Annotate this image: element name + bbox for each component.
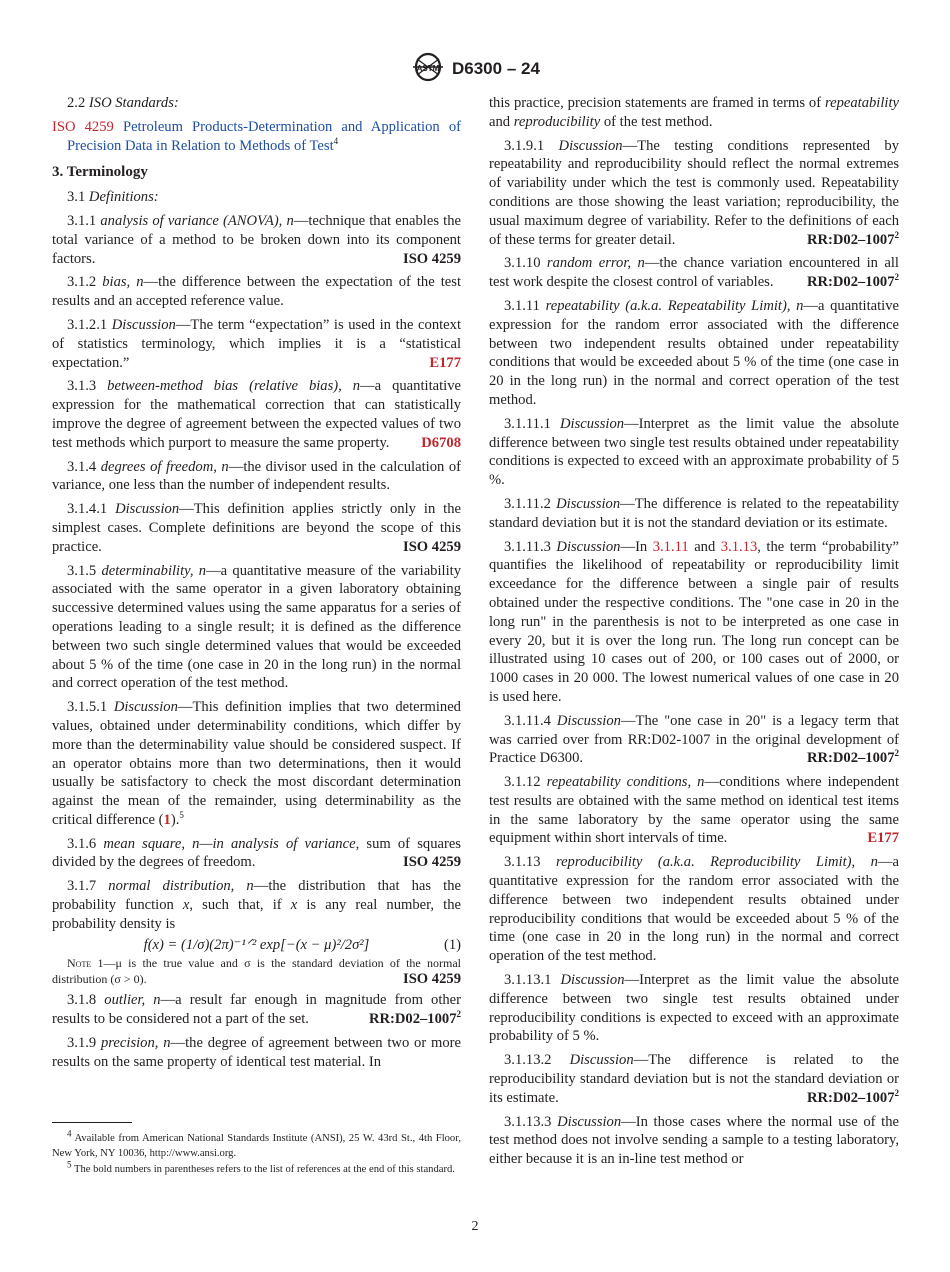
definition-3-1-1: 3.1.1 analysis of variance (ANOVA), n—technique that enables the total variance of a method to be broken down into its component factors. ISO 4259 [52,212,461,267]
iso-4259-title[interactable]: Petroleum Products-Determination and Application of Precision Data in Relation to Methods of Test [67,118,461,154]
section-2-2: 2.2 ISO Standards: [67,95,179,111]
definition-3-1-2: 3.1.2 bias, n—the difference between the expectation of the test results and an accepted reference value. [52,274,462,310]
footnotes [52,1128,461,1178]
discussion-3-1-11-4: 3.1.11.4 Discussion—The "one case in 20" is a legacy term that was carried over from RR:D02-1007 in the original development of Practice D6300. RR:D02–1007$^2$ [489,712,899,767]
definition-3-1-9: 3.1.9 precision, n—the degree of agreement between two or more results on the same property of identical test material. In [52,1035,461,1070]
discussion-3-1-2-1: 3.1.2.1 Discussion—The term “expectation” is used in the context of statistics terminology, which implies it is a “statistical expectation.” E177 [52,316,461,371]
discussion-3-1-11-3: 3.1.11.3 Discussion—In 3.1.11 and 3.1.13, the term “probability” quantifies the likelihood of repeatability or reproducibility limit exceedance for the difference between a single pair of results obtained under the respective conditions. The "one case in 20 in the long run" in the parenthesis is not to be interpreted as one case in every 20, but it is over the long run. The long run concept can be illustrated using 10 cases out of 200, or 100 cases out of 2000, or 1000 cases in 20 000. The lowest numerical values of one case in 20 is used here. [489,538,899,705]
footnote-rule [52,1122,132,1123]
discussion-3-1-13-3: 3.1.13.3 Discussion—In those cases where the normal use of the test method does not involve sending a sample to a testing laboratory, either because it is an in-line test method or [489,1113,899,1168]
astm-logo [409,52,447,82]
equation-number: (1) [443,936,461,953]
precision-continuation: this practice, precision statements are framed in terms of repeatability and reproducibility of the test method. [489,95,899,130]
definition-3-1-13: 3.1.13 reproducibility (a.k.a. Reproducibility Limit), n—a quantitative expression for the random error associated with the difference between two independent results obtained under reproducibility conditions that would be exceeded about 5 % of the time (one case in 20 in the long run) in the normal and correct operation of the test method. [489,854,899,965]
document-id: D6300 – 24 [452,59,540,78]
definition-3-1-5: 3.1.5 determinability, n—a quantitative measure of the variability associated with the same operator in a given laboratory obtaining successive determined values using the same apparatus for a series of operations leading to a single result; it is defined as the difference between two such single determined values that would be exceeded about 5 % of the time (one case in 20 in the long run) in the normal and correct operation of the test method. [52,562,461,692]
left-column [52,94,461,1077]
footnote-4: $^4$ Available from American National Standards Institute (ANSI), 25 W. 43rd St., 4th Floor, New York, NY 10036, http://www.ansi.org. [52,1128,461,1159]
iso-4259-reference: ISO 4259 Petroleum Products-Determination and Application of Precision Data in Relation to Methods of Test$^4$ [52,118,461,154]
section-3-heading: 3. Terminology [52,164,148,181]
discussion-3-1-11-1: 3.1.11.1 Discussion—Interpret as the limit value the absolute difference between two single test results obtained under repeatability conditions is expected to exceed with an approximate probability of 5 %. [489,415,900,489]
definition-3-1-7: 3.1.7 normal distribution, n—the distribution that has the probability function x, such that, if x is any real number, the probability density is [52,878,461,932]
equation-1: f(x) = (1/σ)(2π)⁻¹ᐟ² exp[−(x − μ)²/2σ²] (1) [143,936,461,953]
definition-3-1-4: 3.1.4 degrees of freedom, n—the divisor used in the calculation of variance, one less than the number of independent results. [52,458,461,494]
e177-link-2[interactable]: E177 [867,830,899,847]
section-3-1: 3.1 Definitions: [67,189,159,206]
definition-3-1-11: 3.1.11 repeatability (a.k.a. Repeatability Limit), n—a quantitative expression for the random error associated with the difference between two independent results obtained under repeatability conditions that would be exceeded about 5 % of the time (one case in 20 in the long run) in the normal and correct operation of the test method. [489,297,899,408]
e177-link[interactable]: E177 [429,354,461,371]
definition-3-1-8: 3.1.8 outlier, n—a result far enough in magnitude from other results to be considered not a part of the set. RR:D02–1007$^2$ [52,992,462,1028]
svg-text:ASTM: ASTM [416,64,440,73]
footnote-5: $^5$ The bold numbers in parentheses refers to the list of references at the end of this standard. [67,1159,455,1175]
discussion-3-1-11-2: 3.1.11.2 Discussion—The difference is related to the repeatability standard deviation but it is not the standard deviation or its estimate. [489,495,900,531]
section-3-1-13-link[interactable]: 3.1.13 [720,538,758,555]
definition-3-1-10: 3.1.10 random error, n—the chance variation encountered in all test work despite the closest control of variables. RR:D02–1007$^2$ [489,255,899,291]
note-1: Note 1—μ is the true value and σ is the standard deviation of the normal distribution (σ > 0). ISO 4259 [52,956,462,988]
definition-3-1-12: 3.1.12 repeatability conditions, n—conditions where independent test results are obtained with the same method on identical test items in the same laboratory by the same operator using the same equipment within short intervals of time. E177 [489,774,899,847]
discussion-3-1-13-2: 3.1.13.2 Discussion—The difference is related to the reproducibility standard deviation but is not the standard deviation or its estimate. RR:D02–1007$^2$ [489,1052,899,1106]
d6708-link[interactable]: D6708 [421,434,461,451]
page-number: 2 [471,1219,479,1234]
iso-4259-link[interactable]: ISO 4259 [52,118,114,135]
definition-3-1-6: 3.1.6 mean square, n—in analysis of variance, sum of squares divided by the degrees of freedom. ISO 4259 [52,835,461,871]
discussion-3-1-5-1: 3.1.5.1 Discussion—This definition implies that two determined values, obtained under determinability conditions, which differ by more than the determinability value should be considered suspect. If an operator obtains more than two determinations, then it would usually be satisfactory to check the most discordant determination against the mean of the remainder, using determinability as the critical difference (1).$^5$ [52,699,461,828]
discussion-3-1-9-1: 3.1.9.1 Discussion—The testing conditions represented by repeatability and reproducibility should reflect the normal extremes of variability under which the test is commonly used. Repeatability conditions are those showing the least variation; reproducibility, the usual maximum degree of variability. Refer to the definitions of each of these terms for greater detail. RR:D02–1007$^2$ [489,137,899,248]
discussion-3-1-13-1: 3.1.13.1 Discussion—Interpret as the limit value the absolute difference between two single test results obtained under reproducibility conditions is expected to exceed with an approximate probability of 5 %. [489,972,900,1045]
page-header [0,58,950,82]
reference-1-link[interactable]: 1 [163,811,171,828]
section-3-1-11-link[interactable]: 3.1.11 [652,538,689,555]
right-column [489,94,899,1174]
definition-3-1-3: 3.1.3 between-method bias (relative bias), n—a quantitative expression for the mathematical correction that can statistically improve the degree of agreement between the expected values of two test methods which purport to measure the same property. D6708 [52,378,461,451]
discussion-3-1-4-1: 3.1.4.1 Discussion—This definition applies strictly only in the simplest cases. Complete definitions are beyond the scope of this practice. ISO 4259 [52,501,461,555]
